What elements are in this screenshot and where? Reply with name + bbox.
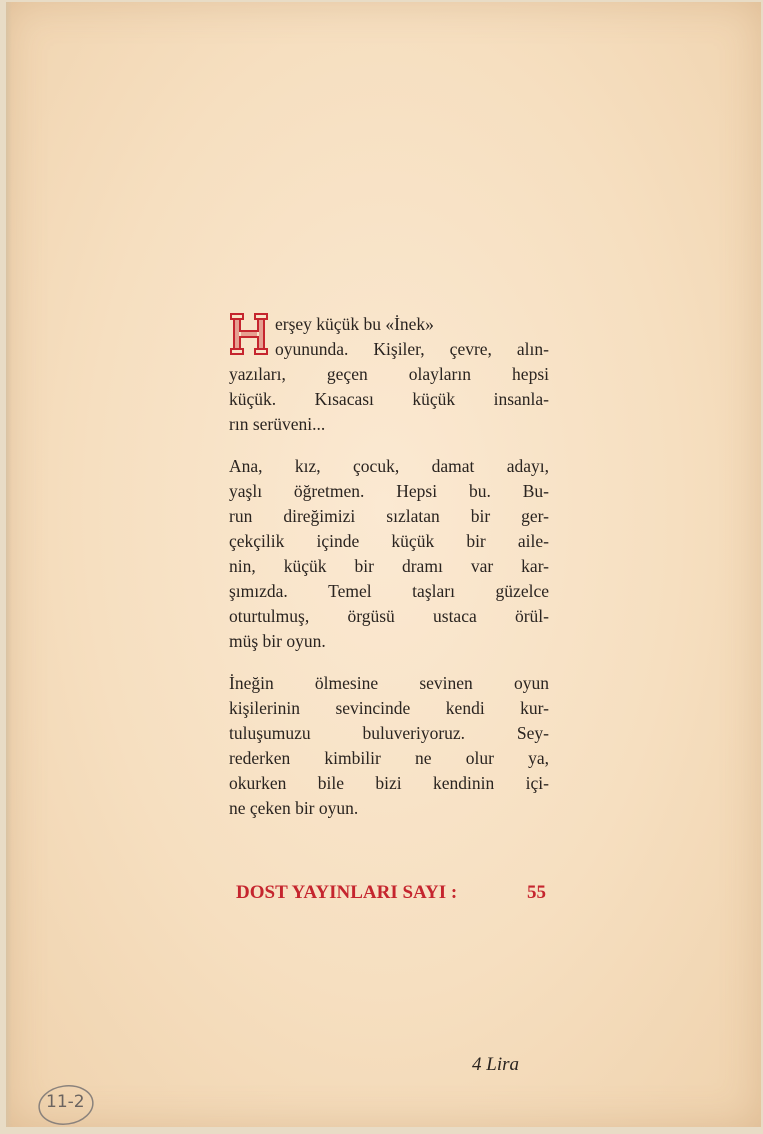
blurb-line: rederken kimbilir ne olur ya, xyxy=(229,748,549,768)
blurb-line: Ana, kız, çocuk, damat adayı, xyxy=(229,456,549,476)
blurb-paragraph-3 xyxy=(229,671,549,821)
price-label: 4 Lira xyxy=(472,1054,519,1075)
blurb-line: küçük. Kısacası küçük insanla- xyxy=(229,389,549,409)
blurb-line: İneğin ölmesine sevinen oyun xyxy=(229,673,549,693)
blurb-line: okurken bile bizi kendinin içi- xyxy=(229,773,549,793)
blurb-line: erşey küçük bu «İnek» xyxy=(275,314,434,334)
blurb-line: kişilerinin sevincinde kendi kur- xyxy=(229,698,549,718)
blurb-line: yazıları, geçen olayların hepsi xyxy=(229,364,549,384)
blurb-line: oyununda. Kişiler, çevre, alın- xyxy=(275,339,549,359)
blurb-paragraph-2 xyxy=(229,454,549,654)
blurb-line: nin, küçük bir dramı var kar- xyxy=(229,556,549,576)
blurb-line: yaşlı öğretmen. Hepsi bu. Bu- xyxy=(229,481,549,501)
dropcap-h-glyph xyxy=(229,312,269,356)
back-cover xyxy=(6,2,761,1127)
blurb-line: çekçilik içinde küçük bir aile- xyxy=(229,531,549,551)
page-edge-shadow xyxy=(6,2,12,1127)
blurb-line: tuluşumuzu buluveriyoruz. Sey- xyxy=(229,723,549,743)
blurb-line: müş bir oyun. xyxy=(229,631,326,651)
blurb-line: ne çeken bir oyun. xyxy=(229,798,359,818)
pencil-mark-text: 11-2 xyxy=(46,1092,85,1112)
series-label: DOST YAYINLARI SAYI : xyxy=(236,882,458,903)
dropcap-h xyxy=(229,312,269,356)
blurb-line: rın serüveni... xyxy=(229,414,326,434)
blurb-text xyxy=(229,312,549,838)
series-imprint xyxy=(236,882,546,904)
blurb-line: oturtulmuş, örgüsü ustaca örül- xyxy=(229,606,549,626)
blurb-line: şımızda. Temel taşları güzelce xyxy=(229,581,549,601)
blurb-line: run direğimizi sızlatan bir ger- xyxy=(229,506,549,526)
series-number: 55 xyxy=(527,882,546,903)
blurb-paragraph-1 xyxy=(229,312,549,437)
